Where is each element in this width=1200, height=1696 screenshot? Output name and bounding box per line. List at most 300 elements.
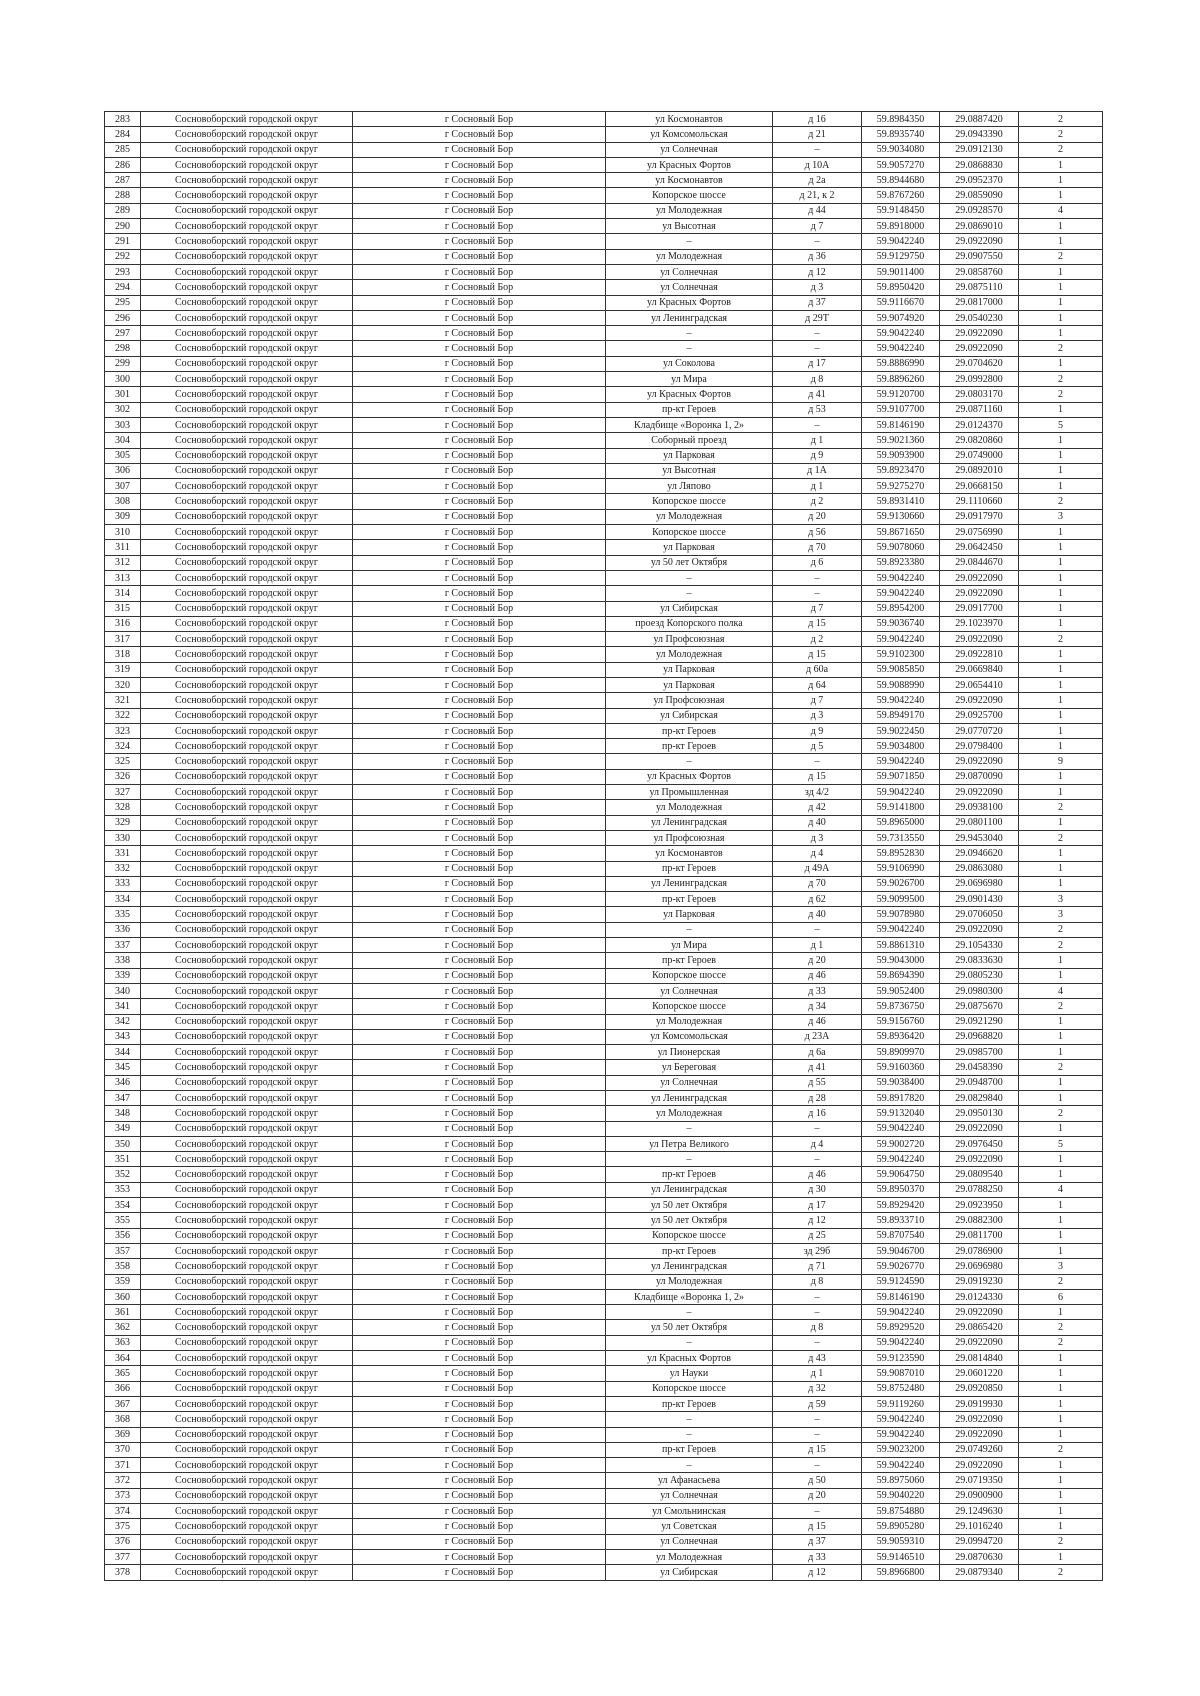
street-cell: ул Космонавтов bbox=[606, 112, 773, 127]
table-row bbox=[105, 249, 1103, 264]
street-cell: – bbox=[606, 570, 773, 585]
street-cell: ул Парковая bbox=[606, 540, 773, 555]
longitude-cell: 29.0654410 bbox=[940, 677, 1019, 692]
longitude-cell: 29.0870630 bbox=[940, 1549, 1019, 1564]
table-row bbox=[105, 1060, 1103, 1075]
district-cell: Сосновоборский городской округ bbox=[141, 1259, 353, 1274]
city-cell: г Сосновый Бор bbox=[353, 234, 606, 249]
table-row bbox=[105, 1534, 1103, 1549]
table-row bbox=[105, 1488, 1103, 1503]
city-cell: г Сосновый Бор bbox=[353, 632, 606, 647]
house-cell: д 8 bbox=[773, 372, 862, 387]
table-row bbox=[105, 356, 1103, 371]
latitude-cell: 59.8935740 bbox=[862, 127, 940, 142]
latitude-cell: 59.9123590 bbox=[862, 1351, 940, 1366]
longitude-cell: 29.0668150 bbox=[940, 479, 1019, 494]
house-cell: д 8 bbox=[773, 1274, 862, 1289]
district-cell: Сосновоборский городской округ bbox=[141, 754, 353, 769]
row-number-cell: 320 bbox=[105, 677, 141, 692]
latitude-cell: 59.8954200 bbox=[862, 601, 940, 616]
street-cell: ул Солнечная bbox=[606, 142, 773, 157]
row-number-cell: 364 bbox=[105, 1351, 141, 1366]
quantity-cell: 1 bbox=[1019, 616, 1103, 631]
district-cell: Сосновоборский городской округ bbox=[141, 509, 353, 524]
street-cell: ул Солнечная bbox=[606, 280, 773, 295]
house-cell: д 1 bbox=[773, 1366, 862, 1381]
city-cell: г Сосновый Бор bbox=[353, 800, 606, 815]
latitude-cell: 59.9042240 bbox=[862, 1305, 940, 1320]
longitude-cell: 29.0868830 bbox=[940, 157, 1019, 172]
table-row bbox=[105, 861, 1103, 876]
longitude-cell: 29.0875670 bbox=[940, 999, 1019, 1014]
street-cell: ул Береговая bbox=[606, 1060, 773, 1075]
row-number-cell: 287 bbox=[105, 173, 141, 188]
table-row bbox=[105, 525, 1103, 540]
latitude-cell: 59.9042240 bbox=[862, 922, 940, 937]
street-cell: Копорское шоссе bbox=[606, 1228, 773, 1243]
city-cell: г Сосновый Бор bbox=[353, 1366, 606, 1381]
table-row bbox=[105, 693, 1103, 708]
house-cell: д 70 bbox=[773, 876, 862, 891]
city-cell: г Сосновый Бор bbox=[353, 387, 606, 402]
district-cell: Сосновоборский городской округ bbox=[141, 402, 353, 417]
longitude-cell: 29.0922090 bbox=[940, 586, 1019, 601]
longitude-cell: 29.0829840 bbox=[940, 1091, 1019, 1106]
house-cell: д 55 bbox=[773, 1075, 862, 1090]
quantity-cell: 2 bbox=[1019, 999, 1103, 1014]
house-cell: – bbox=[773, 234, 862, 249]
district-cell: Сосновоборский городской округ bbox=[141, 1167, 353, 1182]
street-cell: – bbox=[606, 754, 773, 769]
house-cell: д 37 bbox=[773, 295, 862, 310]
row-number-cell: 339 bbox=[105, 968, 141, 983]
longitude-cell: 29.0870090 bbox=[940, 769, 1019, 784]
house-cell: д 9 bbox=[773, 448, 862, 463]
longitude-cell: 29.0912130 bbox=[940, 142, 1019, 157]
longitude-cell: 29.0820860 bbox=[940, 433, 1019, 448]
latitude-cell: 59.8736750 bbox=[862, 999, 940, 1014]
quantity-cell: 1 bbox=[1019, 1427, 1103, 1442]
longitude-cell: 29.0801100 bbox=[940, 815, 1019, 830]
street-cell: ул Советская bbox=[606, 1519, 773, 1534]
longitude-cell: 29.0892010 bbox=[940, 463, 1019, 478]
longitude-cell: 29.0749000 bbox=[940, 448, 1019, 463]
quantity-cell: 1 bbox=[1019, 1091, 1103, 1106]
district-cell: Сосновоборский городской округ bbox=[141, 616, 353, 631]
quantity-cell: 1 bbox=[1019, 601, 1103, 616]
row-number-cell: 309 bbox=[105, 509, 141, 524]
latitude-cell: 59.9026770 bbox=[862, 1259, 940, 1274]
row-number-cell: 292 bbox=[105, 249, 141, 264]
latitude-cell: 59.8671650 bbox=[862, 525, 940, 540]
quantity-cell: 2 bbox=[1019, 922, 1103, 937]
latitude-cell: 59.8752480 bbox=[862, 1381, 940, 1396]
quantity-cell: 2 bbox=[1019, 1060, 1103, 1075]
longitude-cell: 29.0922090 bbox=[940, 785, 1019, 800]
row-number-cell: 345 bbox=[105, 1060, 141, 1075]
quantity-cell: 1 bbox=[1019, 555, 1103, 570]
house-cell: – bbox=[773, 1504, 862, 1519]
city-cell: г Сосновый Бор bbox=[353, 280, 606, 295]
quantity-cell: 2 bbox=[1019, 938, 1103, 953]
street-cell: Копорское шоссе bbox=[606, 188, 773, 203]
row-number-cell: 297 bbox=[105, 326, 141, 341]
district-cell: Сосновоборский городской округ bbox=[141, 249, 353, 264]
street-cell: ул Высотная bbox=[606, 463, 773, 478]
latitude-cell: 59.8754880 bbox=[862, 1504, 940, 1519]
latitude-cell: 59.9102300 bbox=[862, 647, 940, 662]
row-number-cell: 283 bbox=[105, 112, 141, 127]
row-number-cell: 354 bbox=[105, 1198, 141, 1213]
row-number-cell: 316 bbox=[105, 616, 141, 631]
district-cell: Сосновоборский городской округ bbox=[141, 127, 353, 142]
quantity-cell: 1 bbox=[1019, 1381, 1103, 1396]
house-cell: д 23А bbox=[773, 1029, 862, 1044]
latitude-cell: 59.9124590 bbox=[862, 1274, 940, 1289]
table-row bbox=[105, 677, 1103, 692]
district-cell: Сосновоборский городской округ bbox=[141, 157, 353, 172]
district-cell: Сосновоборский городской округ bbox=[141, 142, 353, 157]
city-cell: г Сосновый Бор bbox=[353, 693, 606, 708]
longitude-cell: 29.0976450 bbox=[940, 1136, 1019, 1151]
house-cell: д 1 bbox=[773, 938, 862, 953]
latitude-cell: 59.9120700 bbox=[862, 387, 940, 402]
longitude-cell: 29.0696980 bbox=[940, 1259, 1019, 1274]
quantity-cell: 2 bbox=[1019, 1534, 1103, 1549]
latitude-cell: 59.8929420 bbox=[862, 1198, 940, 1213]
longitude-cell: 29.0798400 bbox=[940, 739, 1019, 754]
latitude-cell: 59.8146190 bbox=[862, 1289, 940, 1304]
table-row bbox=[105, 800, 1103, 815]
table-row bbox=[105, 1029, 1103, 1044]
row-number-cell: 372 bbox=[105, 1473, 141, 1488]
table-row bbox=[105, 402, 1103, 417]
street-cell: ул Ляпово bbox=[606, 479, 773, 494]
quantity-cell: 1 bbox=[1019, 1396, 1103, 1411]
table-row bbox=[105, 295, 1103, 310]
district-cell: Сосновоборский городской округ bbox=[141, 1014, 353, 1029]
district-cell: Сосновоборский городской округ bbox=[141, 1305, 353, 1320]
row-number-cell: 326 bbox=[105, 769, 141, 784]
row-number-cell: 312 bbox=[105, 555, 141, 570]
district-cell: Сосновоборский городской округ bbox=[141, 1519, 353, 1534]
city-cell: г Сосновый Бор bbox=[353, 1182, 606, 1197]
table-row bbox=[105, 769, 1103, 784]
street-cell: пр-кт Героев bbox=[606, 402, 773, 417]
city-cell: г Сосновый Бор bbox=[353, 1167, 606, 1182]
row-number-cell: 298 bbox=[105, 341, 141, 356]
longitude-cell: 29.0756990 bbox=[940, 525, 1019, 540]
street-cell: ул Профсоюзная bbox=[606, 830, 773, 845]
row-number-cell: 303 bbox=[105, 417, 141, 432]
latitude-cell: 59.9022450 bbox=[862, 723, 940, 738]
city-cell: г Сосновый Бор bbox=[353, 570, 606, 585]
table-row bbox=[105, 983, 1103, 998]
table-row bbox=[105, 479, 1103, 494]
quantity-cell: 1 bbox=[1019, 540, 1103, 555]
latitude-cell: 59.8931410 bbox=[862, 494, 940, 509]
street-cell: ул Солнечная bbox=[606, 983, 773, 998]
house-cell: д 20 bbox=[773, 953, 862, 968]
district-cell: Сосновоборский городской округ bbox=[141, 387, 353, 402]
city-cell: г Сосновый Бор bbox=[353, 815, 606, 830]
table-row bbox=[105, 188, 1103, 203]
quantity-cell: 1 bbox=[1019, 1167, 1103, 1182]
row-number-cell: 360 bbox=[105, 1289, 141, 1304]
table-row bbox=[105, 708, 1103, 723]
district-cell: Сосновоборский городской округ bbox=[141, 295, 353, 310]
row-number-cell: 301 bbox=[105, 387, 141, 402]
longitude-cell: 29.0863080 bbox=[940, 861, 1019, 876]
city-cell: г Сосновый Бор bbox=[353, 830, 606, 845]
row-number-cell: 358 bbox=[105, 1259, 141, 1274]
longitude-cell: 29.0540230 bbox=[940, 310, 1019, 325]
table-row bbox=[105, 1274, 1103, 1289]
table-row bbox=[105, 1014, 1103, 1029]
table-row bbox=[105, 219, 1103, 234]
table-row bbox=[105, 264, 1103, 279]
quantity-cell: 1 bbox=[1019, 173, 1103, 188]
quantity-cell: 5 bbox=[1019, 1136, 1103, 1151]
district-cell: Сосновоборский городской округ bbox=[141, 112, 353, 127]
row-number-cell: 337 bbox=[105, 938, 141, 953]
city-cell: г Сосновый Бор bbox=[353, 1427, 606, 1442]
city-cell: г Сосновый Бор bbox=[353, 203, 606, 218]
quantity-cell: 1 bbox=[1019, 295, 1103, 310]
street-cell: Копорское шоссе bbox=[606, 494, 773, 509]
city-cell: г Сосновый Бор bbox=[353, 1198, 606, 1213]
street-cell: пр-кт Героев bbox=[606, 1396, 773, 1411]
table-row bbox=[105, 142, 1103, 157]
house-cell: д 41 bbox=[773, 1060, 862, 1075]
street-cell: ул Соколова bbox=[606, 356, 773, 371]
latitude-cell: 59.9275270 bbox=[862, 479, 940, 494]
street-cell: пр-кт Героев bbox=[606, 1243, 773, 1258]
district-cell: Сосновоборский городской округ bbox=[141, 1381, 353, 1396]
street-cell: – bbox=[606, 1427, 773, 1442]
street-cell: ул Солнечная bbox=[606, 1075, 773, 1090]
district-cell: Сосновоборский городской округ bbox=[141, 1488, 353, 1503]
row-number-cell: 318 bbox=[105, 647, 141, 662]
house-cell: – bbox=[773, 586, 862, 601]
house-cell: – bbox=[773, 326, 862, 341]
street-cell: ул Молодежная bbox=[606, 1014, 773, 1029]
street-cell: ул Ленинградская bbox=[606, 310, 773, 325]
city-cell: г Сосновый Бор bbox=[353, 157, 606, 172]
row-number-cell: 363 bbox=[105, 1335, 141, 1350]
street-cell: – bbox=[606, 234, 773, 249]
district-cell: Сосновоборский городской округ bbox=[141, 356, 353, 371]
district-cell: Сосновоборский городской округ bbox=[141, 310, 353, 325]
house-cell: – bbox=[773, 142, 862, 157]
registry-table-body bbox=[105, 112, 1103, 1581]
house-cell: д 17 bbox=[773, 1198, 862, 1213]
house-cell: д 15 bbox=[773, 1519, 862, 1534]
table-row bbox=[105, 1412, 1103, 1427]
row-number-cell: 308 bbox=[105, 494, 141, 509]
house-cell: д 56 bbox=[773, 525, 862, 540]
latitude-cell: 59.8896260 bbox=[862, 372, 940, 387]
district-cell: Сосновоборский городской округ bbox=[141, 632, 353, 647]
house-cell: д 4 bbox=[773, 846, 862, 861]
house-cell: д 16 bbox=[773, 112, 862, 127]
latitude-cell: 59.9011400 bbox=[862, 264, 940, 279]
quantity-cell: 3 bbox=[1019, 907, 1103, 922]
city-cell: г Сосновый Бор bbox=[353, 785, 606, 800]
house-cell: д 70 bbox=[773, 540, 862, 555]
latitude-cell: 59.9042240 bbox=[862, 341, 940, 356]
house-cell: – bbox=[773, 1152, 862, 1167]
house-cell: д 9 bbox=[773, 723, 862, 738]
district-cell: Сосновоборский городской округ bbox=[141, 234, 353, 249]
row-number-cell: 365 bbox=[105, 1366, 141, 1381]
row-number-cell: 299 bbox=[105, 356, 141, 371]
quantity-cell: 4 bbox=[1019, 1182, 1103, 1197]
house-cell: д 16 bbox=[773, 1106, 862, 1121]
house-cell: д 20 bbox=[773, 1488, 862, 1503]
house-cell: д 15 bbox=[773, 647, 862, 662]
longitude-cell: 29.0922090 bbox=[940, 1152, 1019, 1167]
row-number-cell: 371 bbox=[105, 1458, 141, 1473]
city-cell: г Сосновый Бор bbox=[353, 402, 606, 417]
street-cell: Копорское шоссе bbox=[606, 525, 773, 540]
table-row bbox=[105, 1351, 1103, 1366]
latitude-cell: 59.9042240 bbox=[862, 1458, 940, 1473]
longitude-cell: 29.0922090 bbox=[940, 754, 1019, 769]
district-cell: Сосновоборский городской округ bbox=[141, 1136, 353, 1151]
house-cell: д 41 bbox=[773, 387, 862, 402]
row-number-cell: 376 bbox=[105, 1534, 141, 1549]
quantity-cell: 1 bbox=[1019, 677, 1103, 692]
longitude-cell: 29.0922810 bbox=[940, 647, 1019, 662]
latitude-cell: 59.9087010 bbox=[862, 1366, 940, 1381]
longitude-cell: 29.0811700 bbox=[940, 1228, 1019, 1243]
city-cell: г Сосновый Бор bbox=[353, 1458, 606, 1473]
street-cell: ул Ленинградская bbox=[606, 1259, 773, 1274]
row-number-cell: 293 bbox=[105, 264, 141, 279]
house-cell: д 42 bbox=[773, 800, 862, 815]
city-cell: г Сосновый Бор bbox=[353, 861, 606, 876]
city-cell: г Сосновый Бор bbox=[353, 448, 606, 463]
longitude-cell: 29.0124370 bbox=[940, 417, 1019, 432]
row-number-cell: 317 bbox=[105, 632, 141, 647]
longitude-cell: 29.0749260 bbox=[940, 1442, 1019, 1457]
quantity-cell: 1 bbox=[1019, 1351, 1103, 1366]
table-row bbox=[105, 632, 1103, 647]
table-row bbox=[105, 234, 1103, 249]
row-number-cell: 359 bbox=[105, 1274, 141, 1289]
longitude-cell: 29.0887420 bbox=[940, 112, 1019, 127]
district-cell: Сосновоборский городской округ bbox=[141, 739, 353, 754]
row-number-cell: 335 bbox=[105, 907, 141, 922]
quantity-cell: 1 bbox=[1019, 586, 1103, 601]
row-number-cell: 311 bbox=[105, 540, 141, 555]
table-row bbox=[105, 157, 1103, 172]
city-cell: г Сосновый Бор bbox=[353, 999, 606, 1014]
district-cell: Сосновоборский городской округ bbox=[141, 647, 353, 662]
house-cell: д 46 bbox=[773, 1014, 862, 1029]
latitude-cell: 59.9071850 bbox=[862, 769, 940, 784]
latitude-cell: 59.9042240 bbox=[862, 586, 940, 601]
quantity-cell: 1 bbox=[1019, 234, 1103, 249]
street-cell: ул 50 лет Октября bbox=[606, 1198, 773, 1213]
latitude-cell: 59.9042240 bbox=[862, 785, 940, 800]
street-cell: ул Красных Фортов bbox=[606, 1351, 773, 1366]
latitude-cell: 59.9093900 bbox=[862, 448, 940, 463]
quantity-cell: 2 bbox=[1019, 249, 1103, 264]
street-cell: ул Ленинградская bbox=[606, 815, 773, 830]
quantity-cell: 1 bbox=[1019, 1152, 1103, 1167]
longitude-cell: 29.0642450 bbox=[940, 540, 1019, 555]
row-number-cell: 329 bbox=[105, 815, 141, 830]
city-cell: г Сосновый Бор bbox=[353, 1565, 606, 1580]
city-cell: г Сосновый Бор bbox=[353, 647, 606, 662]
street-cell: пр-кт Героев bbox=[606, 892, 773, 907]
district-cell: Сосновоборский городской округ bbox=[141, 1412, 353, 1427]
longitude-cell: 29.0869010 bbox=[940, 219, 1019, 234]
district-cell: Сосновоборский городской округ bbox=[141, 1121, 353, 1136]
district-cell: Сосновоборский городской округ bbox=[141, 1274, 353, 1289]
table-row bbox=[105, 601, 1103, 616]
quantity-cell: 1 bbox=[1019, 693, 1103, 708]
longitude-cell: 29.0844670 bbox=[940, 555, 1019, 570]
house-cell: – bbox=[773, 341, 862, 356]
latitude-cell: 59.9042240 bbox=[862, 1121, 940, 1136]
latitude-cell: 59.9002720 bbox=[862, 1136, 940, 1151]
street-cell: ул Молодежная bbox=[606, 509, 773, 524]
city-cell: г Сосновый Бор bbox=[353, 1274, 606, 1289]
longitude-cell: 29.0917700 bbox=[940, 601, 1019, 616]
latitude-cell: 59.8707540 bbox=[862, 1228, 940, 1243]
street-cell: ул Красных Фортов bbox=[606, 295, 773, 310]
quantity-cell: 1 bbox=[1019, 1243, 1103, 1258]
longitude-cell: 29.0124330 bbox=[940, 1289, 1019, 1304]
table-row bbox=[105, 1396, 1103, 1411]
city-cell: г Сосновый Бор bbox=[353, 173, 606, 188]
row-number-cell: 296 bbox=[105, 310, 141, 325]
latitude-cell: 59.9156760 bbox=[862, 1014, 940, 1029]
city-cell: г Сосновый Бор bbox=[353, 1121, 606, 1136]
street-cell: ул Парковая bbox=[606, 448, 773, 463]
district-cell: Сосновоборский городской округ bbox=[141, 188, 353, 203]
latitude-cell: 59.9042240 bbox=[862, 632, 940, 647]
table-row bbox=[105, 341, 1103, 356]
quantity-cell: 1 bbox=[1019, 1121, 1103, 1136]
longitude-cell: 29.0770720 bbox=[940, 723, 1019, 738]
district-cell: Сосновоборский городской округ bbox=[141, 1243, 353, 1258]
latitude-cell: 59.8966800 bbox=[862, 1565, 940, 1580]
quantity-cell: 2 bbox=[1019, 830, 1103, 845]
row-number-cell: 355 bbox=[105, 1213, 141, 1228]
table-row bbox=[105, 509, 1103, 524]
street-cell: ул Солнечная bbox=[606, 1488, 773, 1503]
city-cell: г Сосновый Бор bbox=[353, 219, 606, 234]
row-number-cell: 310 bbox=[105, 525, 141, 540]
table-row bbox=[105, 463, 1103, 478]
row-number-cell: 347 bbox=[105, 1091, 141, 1106]
table-row bbox=[105, 1243, 1103, 1258]
row-number-cell: 328 bbox=[105, 800, 141, 815]
house-cell: д 12 bbox=[773, 1213, 862, 1228]
house-cell: д 7 bbox=[773, 601, 862, 616]
row-number-cell: 352 bbox=[105, 1167, 141, 1182]
district-cell: Сосновоборский городской округ bbox=[141, 1029, 353, 1044]
row-number-cell: 375 bbox=[105, 1519, 141, 1534]
longitude-cell: 29.0458390 bbox=[940, 1060, 1019, 1075]
table-row bbox=[105, 1091, 1103, 1106]
street-cell: ул Промышленная bbox=[606, 785, 773, 800]
longitude-cell: 29.0985700 bbox=[940, 1045, 1019, 1060]
